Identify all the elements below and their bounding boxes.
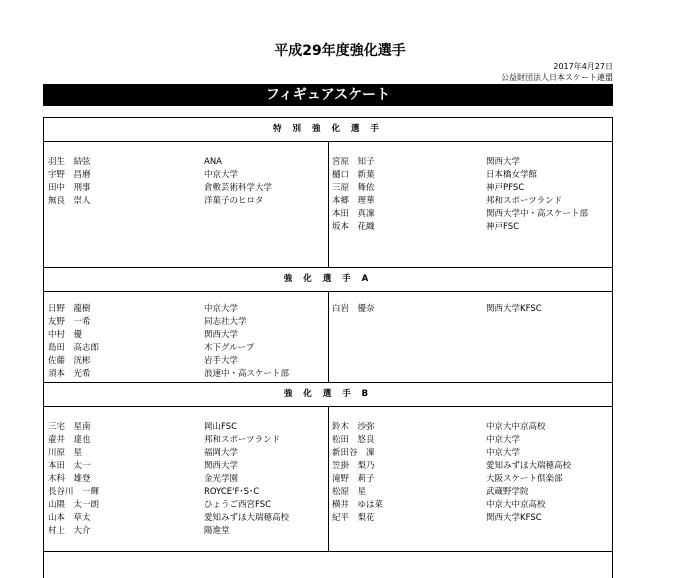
roster-table [43,117,613,578]
athlete-name: 宇野 昌磨 [48,170,91,180]
athlete-name: 壷井 達也 [48,435,91,445]
athlete-name: 白岩 優奈 [332,304,375,314]
athlete-name: 長谷川 一輝 [48,487,100,497]
athlete-club: 中京大中京高校 [486,422,546,432]
athlete-club: 洋菓子のヒロタ [204,196,264,206]
page-title: 平成29年度強化選手 [274,43,406,59]
athlete-club: 福岡大学 [204,448,239,458]
athlete-name: 松原 星 [332,487,367,497]
athlete-name: 山本 草太 [48,513,91,523]
athlete-name: 佐藤 洸彬 [48,356,91,366]
athlete-name: 笠掛 梨乃 [332,461,375,471]
athlete-name: 川原 星 [48,448,83,458]
athlete-name: 本郷 理華 [332,196,375,206]
athlete-name: 三宅 星南 [48,422,91,432]
athlete-name: 宮原 知子 [332,157,375,167]
athlete-club: 愛知みずほ大瑞穂高校 [204,513,290,523]
athlete-club: 岩手大学 [204,356,239,366]
athlete-club: ROYCE'F･S･C [204,487,260,497]
athlete-name: 羽生 結弦 [48,157,91,167]
athlete-name: 田中 刑事 [48,183,91,193]
athlete-name: 本田 真凜 [332,209,375,219]
athlete-name: 新田谷 凜 [332,448,375,458]
section-heading: 特 別 強 化 選 手 [44,118,612,142]
athlete-name: 日野 龍樹 [48,304,91,314]
discipline-banner: フィギュアスケート [43,84,613,106]
athlete-club: 木下グループ [204,343,255,353]
athlete-club: 陽進堂 [204,526,230,536]
athlete-name: 山隈 太一朗 [48,500,100,510]
athlete-club: 中京大学 [204,304,239,314]
athlete-club: 武蔵野学院 [486,487,529,497]
document-date: 2017年4月27日 [553,62,613,71]
athlete-club: 中京大学 [204,170,239,180]
section-body [44,407,612,552]
column-divider [328,142,329,267]
athlete-club: 中京大中京高校 [486,500,546,510]
athlete-name: 鈴木 沙弥 [332,422,375,432]
athlete-name: 島田 高志郎 [48,343,100,353]
athlete-club: 関西大学KFSC [486,513,542,523]
athlete-club: 邦和スポーツランド [204,435,281,445]
athlete-club: 金光学園 [204,474,239,484]
athlete-club: 倉敷芸術科学大学 [204,183,273,193]
athlete-club: 愛知みずほ大瑞穂高校 [486,461,572,471]
athlete-name: 紀平 梨花 [332,513,375,523]
section-special [44,118,612,268]
athlete-club: 関西大学中・高スケート部 [486,209,589,219]
athlete-club: ひょうご西宮FSC [204,500,272,510]
athlete-name: 三原 舞依 [332,183,375,193]
athlete-club: 浪速中・高スケート部 [204,369,290,379]
athlete-club: 関西大学 [204,330,239,340]
section-heading: 強 化 選 手 A [44,268,612,292]
athlete-name: 滝野 莉子 [332,474,375,484]
athlete-club: 神戸PFSC [486,183,525,193]
section-body [44,292,612,383]
athlete-name: 本田 太一 [48,461,91,471]
athlete-name: 無良 崇人 [48,196,91,206]
athlete-name: 友野 一希 [48,317,91,327]
section-b [44,383,612,552]
athlete-club: 関西大学KFSC [486,304,542,314]
athlete-club: 中京大学 [486,435,521,445]
athlete-club: 日本橋女学館 [486,170,538,180]
athlete-club: 中京大学 [486,448,521,458]
athlete-name: 横井 ゆは菜 [332,500,384,510]
athlete-club: 同志社大学 [204,317,247,327]
athlete-name: 村上 大介 [48,526,91,536]
athlete-club: 関西大学 [486,157,521,167]
athlete-name: 坂本 花織 [332,222,375,232]
column-divider [328,292,329,382]
section-a [44,268,612,383]
section-heading: 強 化 選 手 B [44,383,612,407]
athlete-club: 邦和スポーツランド [486,196,563,206]
section-body [44,142,612,268]
column-divider [328,407,329,551]
athlete-name: 木科 雄登 [48,474,91,484]
athlete-name: 松田 悠良 [332,435,375,445]
athlete-name: 中村 優 [48,330,83,340]
athlete-name: 樋口 新葉 [332,170,375,180]
athlete-club: ANA [204,157,222,167]
athlete-club: 神戸FSC [486,222,520,232]
athlete-club: 岡山FSC [204,422,238,432]
organization-name: 公益財団法人日本スケート連盟 [501,73,613,82]
athlete-name: 須本 光希 [48,369,91,379]
athlete-club: 関西大学 [204,461,239,471]
athlete-club: 大阪スケート倶楽部 [486,474,563,484]
